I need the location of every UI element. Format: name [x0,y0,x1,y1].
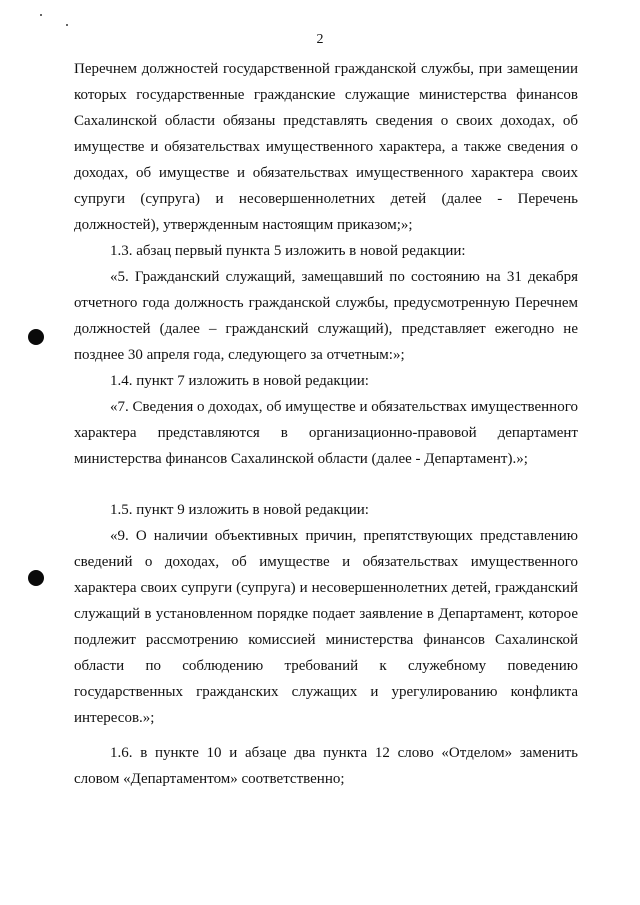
document-body-1-3 [74,238,578,264]
paragraph-1-3-quote: «5. Гражданский служащий, замещавший по состоянию на 31 декабря отчетного года должность гражданской службы, предусмотренную Перечнем должностей (далее – гражданский служащий), представляет ежегодно не позднее 30 апреля года, следующего за отчетным:»; [74,269,578,363]
document-body-1-5-quote [74,523,578,731]
paragraph-1-3: 1.3. абзац первый пункта 5 изложить в новой редакции: [110,243,466,259]
page-number: 2 [316,32,324,47]
paragraph-1-6: 1.6. в пункте 10 и абзаце два пункта 12 слово «Отделом» заменить словом «Департаментом» соответственно; [74,745,578,787]
document-body-1-6 [74,740,578,792]
paragraph-continuation: Перечнем должностей государственной гражданской службы, при замещении которых государственные гражданские служащие министерства финансов Сахалинской области обязаны представлять сведения о своих доходах, об имуществе и обязательствах имущественного характера, а также сведения о доходах, об имуществе и обязательствах имущественного характера своих супруги (супруга) и несовершеннолетних детей (далее - Перечень должностей), утвержденным настоящим приказом;»; [74,61,578,233]
paragraph-1-5: 1.5. пункт 9 изложить в новой редакции: [110,502,369,518]
document-body-1-4 [74,368,578,394]
scan-speck [40,14,42,16]
document-body-1-4-quote [74,394,578,472]
document-body-1-3-quote [74,264,578,368]
binder-hole-mark-top [28,329,44,345]
paragraph-1-5-quote: «9. О наличии объективных причин, препятствующих представлению сведений о доходах, об имуществе и обязательствах имущественного характера своих супруги (супруга) и несовершеннолетних детей, гражданский служащий в установленном порядке подает заявление в Департамент, которое подлежит рассмотрению комиссией министерства финансов Сахалинской области по соблюдению требований к служебному поведению государственных гражданских служащих и урегулированию конфликта интересов.»; [74,528,578,726]
paragraph-1-4: 1.4. пункт 7 изложить в новой редакции: [110,373,369,389]
scan-speck [66,24,68,26]
document-body-1-5 [74,497,578,523]
document-body [74,56,578,238]
binder-hole-mark-bottom [28,570,44,586]
paragraph-1-4-quote: «7. Сведения о доходах, об имуществе и обязательствах имущественного характера представляются в организационно-правовой департамент министерства финансов Сахалинской области (далее - Департамент).»; [74,399,578,467]
